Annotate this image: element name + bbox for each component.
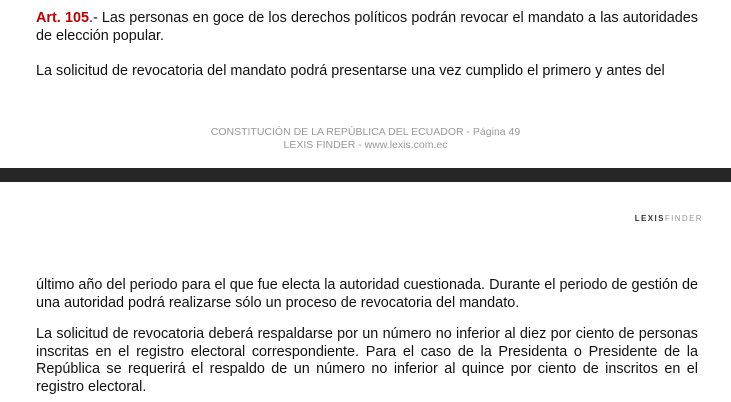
revocation-request-paragraph: La solicitud de revocatoria del mandato podrá presentarse una vez cumplido el primero y antes del bbox=[36, 63, 665, 79]
lexis-finder-logo bbox=[635, 214, 703, 224]
article-text: .- Las personas en goce de los derechos políticos podrán revocar el mandato a las autoridades de elección popular. bbox=[36, 10, 698, 44]
brand-light-text: FINDER bbox=[664, 214, 703, 223]
page-divider bbox=[0, 168, 731, 182]
article-number: Art. 105 bbox=[36, 10, 89, 26]
continuation-paragraph: último año del periodo para el que fue electa la autoridad cuestionada. Durante el periodo de gestión de una autoridad podrá realizarse sólo un proceso de revocatoria del mandato. bbox=[36, 277, 698, 311]
page-footer-title: CONSTITUCIÓN DE LA REPÚBLICA DEL ECUADOR - Página 49 bbox=[210, 126, 521, 138]
page-footer-source: LEXIS FINDER - www.lexis.com.ec bbox=[283, 139, 448, 151]
signature-requirement-paragraph: La solicitud de revocatoria deberá respaldarse por un número no inferior al diez por ciento de personas inscritas en el registro electoral correspondiente. Para el caso de la Presidenta o Presidente de la República se requerirá el respaldo de un número no inferior al quince por ciento de inscritos en el registro electoral. bbox=[36, 326, 698, 395]
document-page-top bbox=[0, 0, 731, 168]
brand-strong-text: LEXIS bbox=[634, 214, 665, 223]
article-105-paragraph bbox=[36, 10, 698, 45]
